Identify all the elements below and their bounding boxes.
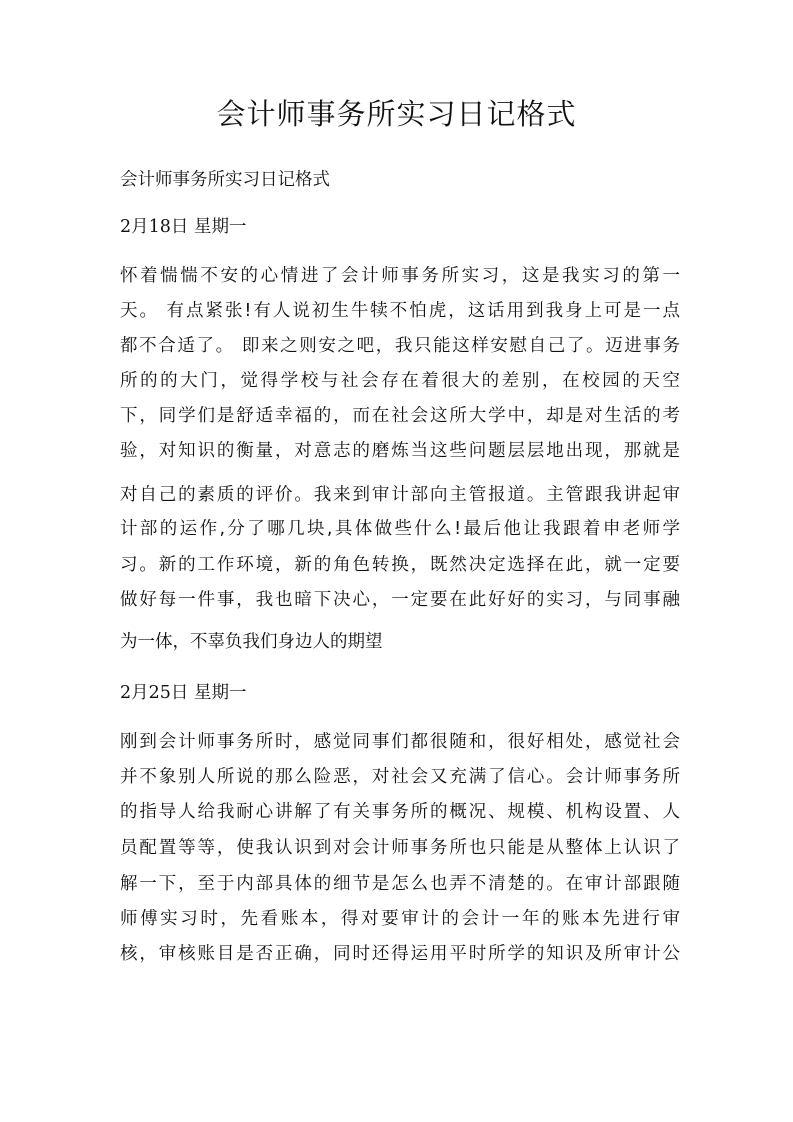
paragraph-line: 为一体，不辜负我们身边人的期望 bbox=[120, 632, 383, 652]
paragraph-line: 对自己的素质的评价。我来到审计部向主管报道。主管跟我讲起审 bbox=[120, 485, 680, 505]
entry-date: 2月25日 星期一 bbox=[120, 683, 247, 703]
paragraph-line: 的指导人给我耐心讲解了有关事务所的概况、规模、机构设置、人 bbox=[120, 802, 680, 822]
paragraph-line: 验，对知识的衡量，对意志的磨炼当这些问题层层地出现，那就是 bbox=[120, 441, 680, 461]
paragraph-line: 习。新的工作环境，新的角色转换，既然决定选择在此，就一定要 bbox=[120, 555, 680, 575]
paragraph-line: 怀着惴惴不安的心情进了会计师事务所实习，这是我实习的第一 bbox=[120, 266, 680, 286]
document-subtitle: 会计师事务所实习日记格式 bbox=[120, 170, 330, 190]
paragraph-line: 并不象别人所说的那么险恶，对社会又充满了信心。会计师事务所 bbox=[120, 767, 680, 787]
paragraph-line: 都不合适了。 即来之则安之吧，我只能这样安慰自己了。迈进事务 bbox=[120, 336, 680, 356]
paragraph-line: 员配置等等，使我认识到对会计师事务所也只能是从整体上认识了 bbox=[120, 838, 680, 858]
paragraph-line: 解一下，至于内部具体的细节是怎么也弄不清楚的。在审计部跟随 bbox=[120, 874, 680, 894]
entry-date: 2月18日 星期一 bbox=[120, 217, 247, 237]
paragraph-line: 核，审核账目是否正确，同时还得运用平时所学的知识及所审计公 bbox=[120, 944, 680, 964]
document-title: 会计师事务所实习日记格式 bbox=[216, 97, 577, 131]
paragraph-line: 所的的大门，觉得学校与社会存在着很大的差别，在校园的天空 bbox=[120, 371, 680, 391]
paragraph-line: 下，同学们是舒适幸福的，而在社会这所大学中，却是对生活的考 bbox=[120, 406, 680, 426]
paragraph-line: 天。 有点紧张!有人说初生牛犊不怕虎，这话用到我身上可是一点 bbox=[120, 301, 680, 321]
paragraph-line: 刚到会计师事务所时，感觉同事们都很随和，很好相处，感觉社会 bbox=[120, 732, 680, 752]
paragraph-line: 师傅实习时，先看账本，得对要审计的会计一年的账本先进行审 bbox=[120, 909, 680, 929]
paragraph-line: 计部的运作,分了哪几块,具体做些什么!最后他让我跟着申老师学 bbox=[120, 519, 680, 539]
paragraph-line: 做好每一件事，我也暗下决心，一定要在此好好的实习，与同事融 bbox=[120, 590, 680, 610]
